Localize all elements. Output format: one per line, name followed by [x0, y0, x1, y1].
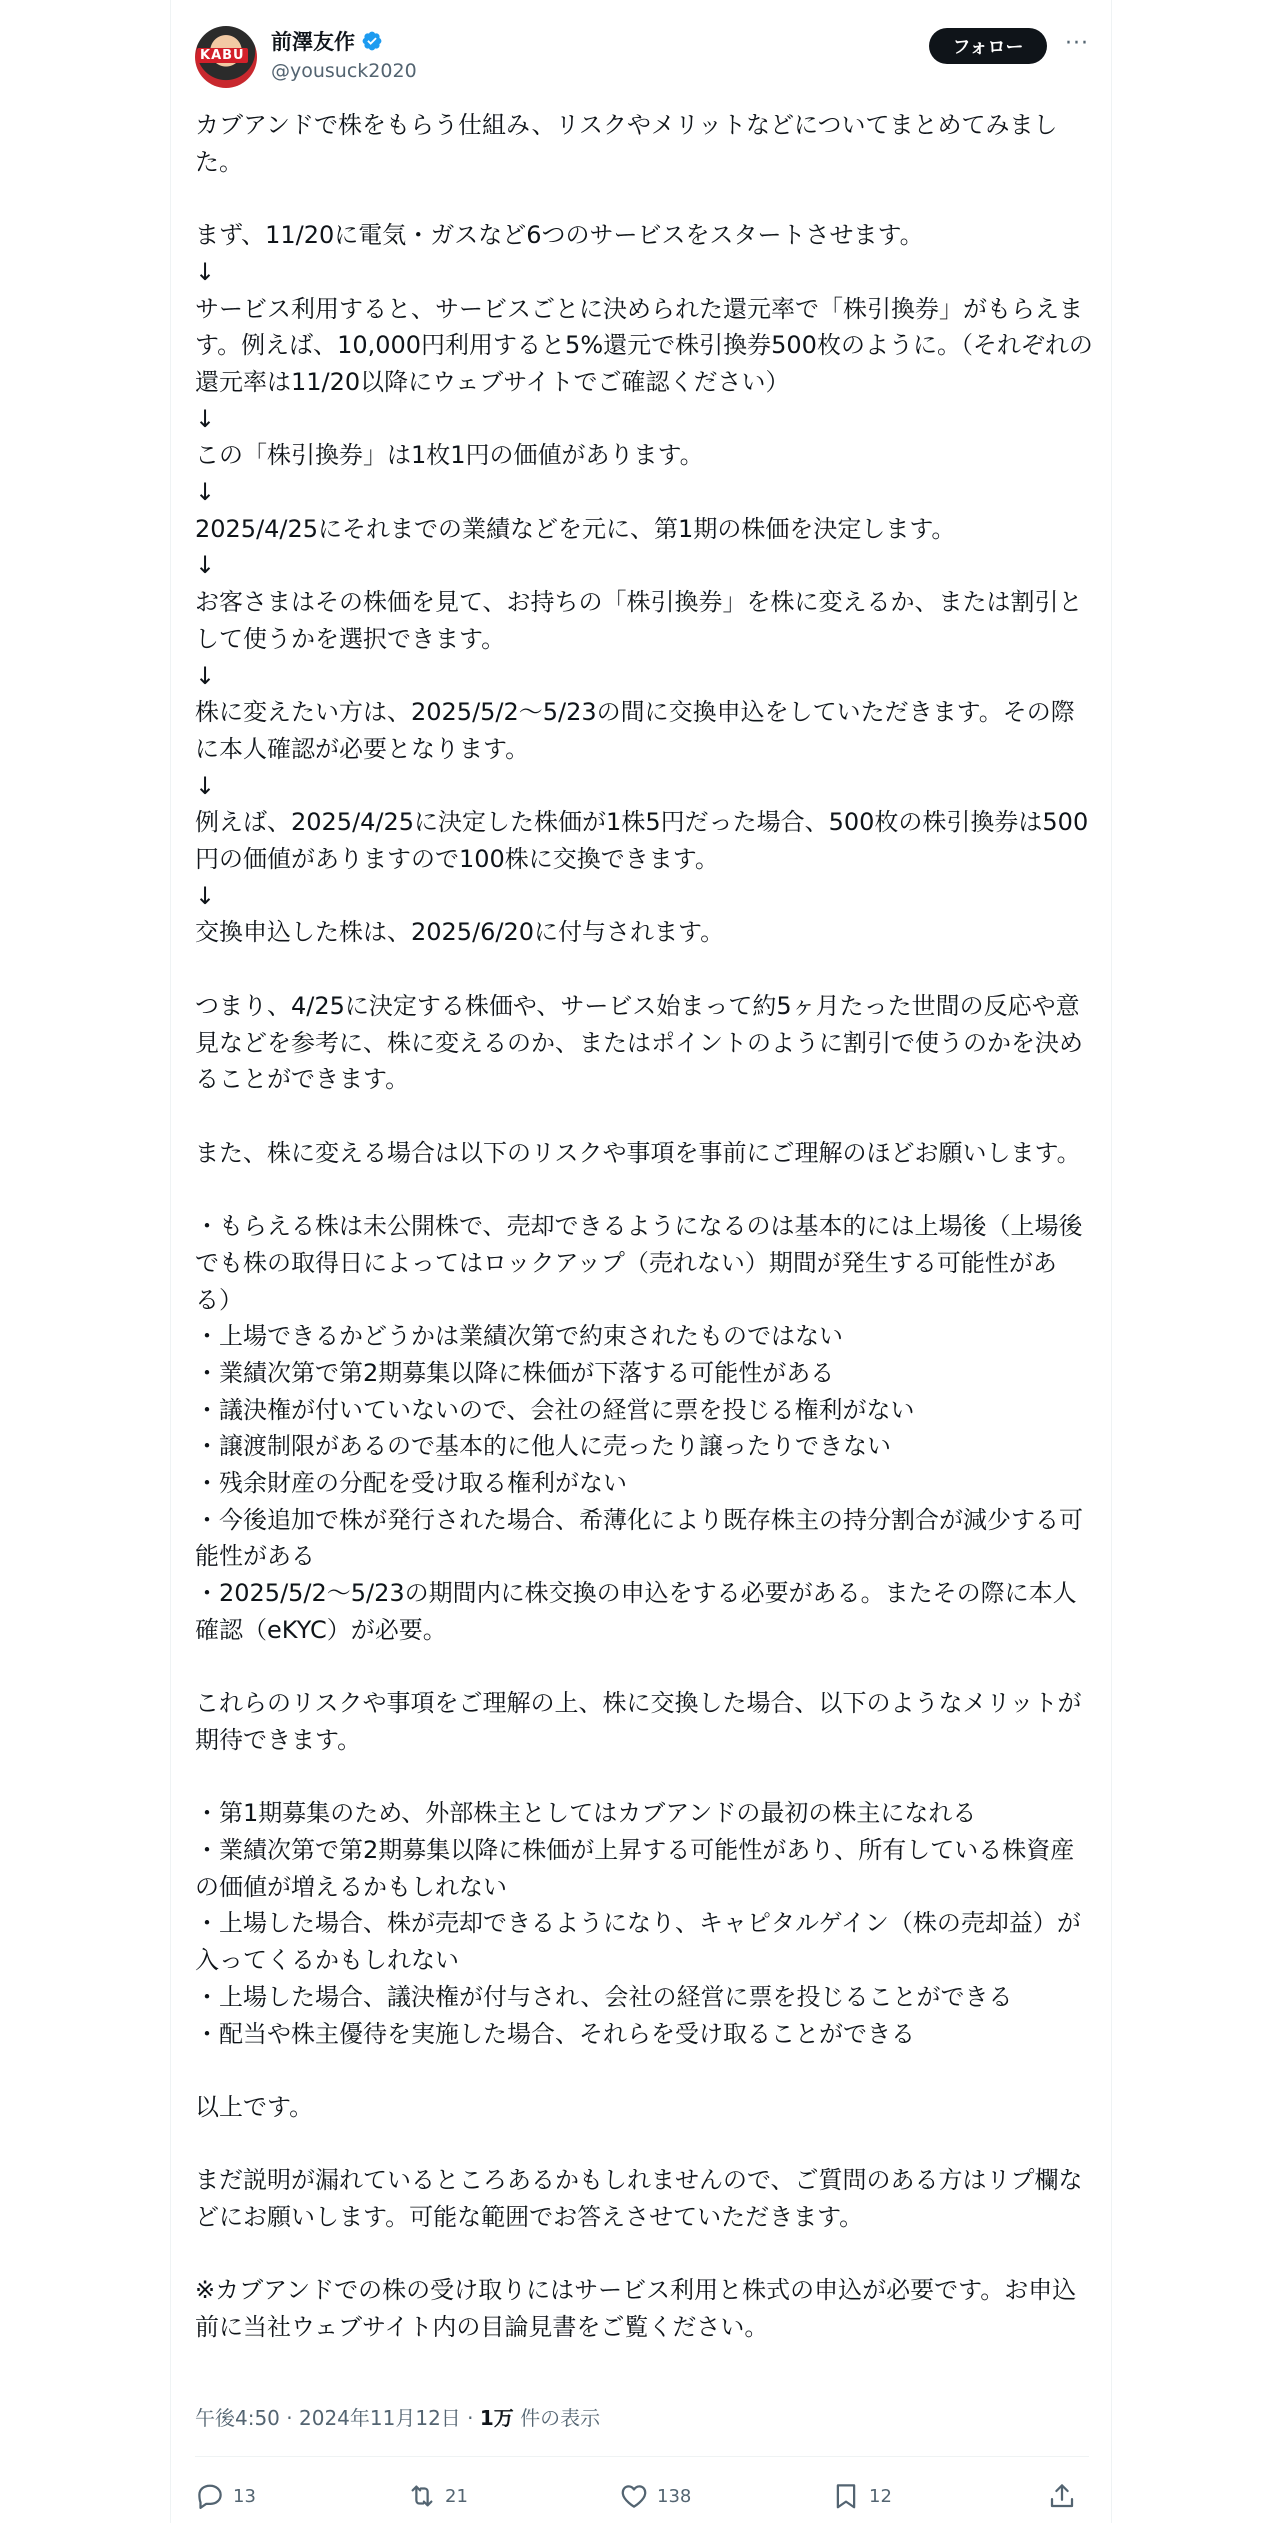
repost-icon — [407, 2481, 437, 2511]
like-count: 138 — [657, 2485, 692, 2507]
more-options-icon[interactable]: ··· — [1065, 31, 1089, 56]
avatar[interactable] — [195, 26, 257, 88]
post-meta — [195, 2404, 600, 2432]
bookmark-button[interactable] — [831, 2478, 892, 2514]
repost-button[interactable] — [407, 2478, 468, 2514]
verified-badge-icon — [361, 30, 383, 52]
repost-count: 21 — [445, 2485, 468, 2507]
reply-button[interactable] — [195, 2478, 256, 2514]
heart-icon — [619, 2481, 649, 2511]
post-date[interactable]: 2024年11月12日 — [299, 2406, 461, 2430]
share-icon — [1047, 2481, 1077, 2511]
post-time[interactable]: 午後4:50 — [195, 2406, 280, 2430]
like-button[interactable] — [619, 2478, 691, 2514]
action-bar — [195, 2478, 1089, 2518]
avatar-tag: KABU — [197, 48, 248, 63]
divider — [195, 2456, 1089, 2457]
tweet-card — [170, 0, 1112, 2523]
share-button[interactable] — [1047, 2478, 1085, 2514]
reply-icon — [195, 2481, 225, 2511]
post-text: カブアンドで株をもらう仕組み、リスクやメリットなどについてまとめてみました。 まず、11/20に電気・ガスなど6つのサービスをスタートさせます。 ↓ サービス利用すると、サービスごとに決められた還元率で「株引換券」がもらえます。例えば、10,000円利用すると5%還元で株引換券500枚のように。（それぞれの還元率は11/20以降にウェブサイトでご確認ください） ↓ この「株引換券」は1枚1円の価値があります。 ↓ 2025/4/25にそれまでの業績などを元に、第1期の株価を決定します。 ↓ お客さまはその株価を見て、お持ちの「株引換券」を株に変えるか、または割引として使うかを選択できます。 ↓ 株に変えたい方は、2025/5/2〜5/23の間に交換申込をしていただきます。その際に本人確認が必要となります。 ↓ 例えば、2025/4/25に決定した株価が1株5円だった場合、500枚の株引換券は500円の価値がありますので100株に交換できます。 ↓ 交換申込した株は、2025/6/20に付与されます。 つまり、4/25に決定する株価や、サービス始まって約5ヶ月たった世間の反応や意見などを参考に、株に変えるのか、またはポイントのように割引で使うのかを決めることができます。 また、株に変える場合は以下のリスクや事項を事前にご理解のほどお願いします。 ・もらえる株は未公開株で、売却できるようになるのは基本的には上場後（上場後でも株の取得日によってはロックアップ（売れない）期間が発生する可能性がある） ・上場できるかどうかは業績次第で約束されたものではない ・業績次第で第2期募集以降に株価が下落する可能性がある ・議決権が付いていないので、会社の経営に票を投じる権利がない ・譲渡制限があるので基本的に他人に売ったり譲ったりできない ・残余財産の分配を受け取る権利がない ・今後追加で株が発行された場合、希薄化により既存株主の持分割合が減少する可能性がある ・2025/5/2〜5/23の期間内に株交換の申込をする必要がある。またその際に本人確認（eKYC）が必要。 これらのリスクや事項をご理解の上、株に交換した場合、以下のようなメリットが期待できます。 ・第1期募集のため、外部株主としてはカブアンドの最初の株主になれる ・業績次第で第2期募集以降に株価が上昇する可能性があり、所有している株資産の価値が増えるかもしれない ・上場した場合、株が売却できるようになり、キャピタルゲイン（株の売却益）が入ってくるかもしれない ・上場した場合、議決権が付与され、会社の経営に票を投じることができる ・配当や株主優待を実施した場合、それらを受け取ることができる 以上です。 まだ説明が漏れているところあるかもしれませんので、ご質問のある方はリプ欄などにお願いします。可能な範囲でお答えさせていただきます。 ※カブアンドでの株の受け取りにはサービス利用と株式の申込が必要です。お申込前に当社ウェブサイト内の目論見書をご覧ください。 — [195, 111, 1093, 2342]
bookmark-count: 12 — [869, 2485, 892, 2507]
bookmark-icon — [831, 2481, 861, 2511]
views-label: 件の表示 — [513, 2406, 601, 2430]
author-handle[interactable]: @yousuck2020 — [271, 60, 417, 82]
meta-separator: · — [279, 2406, 299, 2430]
follow-button[interactable]: フォロー — [929, 28, 1047, 64]
author-name[interactable] — [271, 28, 383, 56]
reply-count: 13 — [233, 2485, 256, 2507]
meta-separator-2: · — [460, 2406, 480, 2430]
views-count: 1万 — [479, 2406, 514, 2430]
author-name-text: 前澤友作 — [271, 30, 355, 54]
